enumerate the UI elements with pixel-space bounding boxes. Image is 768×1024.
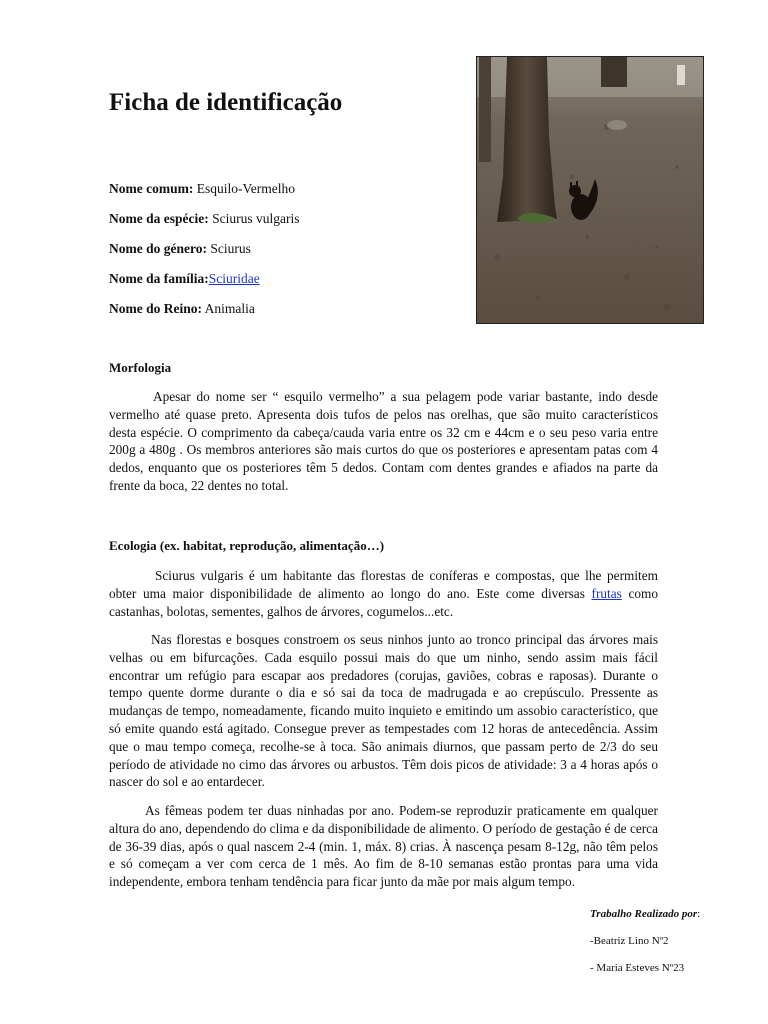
- morfologia-paragraph: Apesar do nome ser “ esquilo vermelho” a sua pelagem pode variar bastante, indo desde vermelho até quase preto. Apresenta dois tufos de pelos nas orelhas, que são muito característicos desta espécie. O comprimento da cabeça/cauda varia entre os 32 cm e 44cm e o seu peso varia entre 200g a 480g . Os membros anteriores são mais curtos do que os posteriores e apresentam patas com 4 dedos, enquanto que os posteriores têm 5 dedos. Contam com dentes grandes e afiados na parte da frente da boca, 22 dentes no total.: [109, 389, 658, 493]
- frutas-link[interactable]: frutas: [591, 585, 622, 601]
- ecologia-paragraph-2: Nas florestas e bosques constroem os seus ninhos junto ao tronco principal das árvores mais velhas ou em bifurcações. Cada esquilo possui mais do que um ninho, sendo assim mais fácil encontrar um refúgio para escapar aos predadores (corujas, gaviões, cobras e raposas). Durante o tempo quente dorme durante o dia e só sai da toca de madrugada e ao crepúsculo. Pressente as mudanças de tempo, nomeadamente, ficando muito inquieto e emitindo um assobio característico, que só emite quando está agitado. Consegue prever as tempestades com 12 horas de antecedência. Assim que o mau tempo começa, recolhe-se à toca. São animais diurnos, que passam perto de 2/3 do seu período de atividade no cimo das árvores ou arbustos. Têm dois picos de atividade: 3 a 4 horas após o nascer do sol e ao entardecer.: [109, 632, 658, 790]
- paragraph-text: Sciurus vulgaris é um habitante das florestas de coníferas e compostas, que lhe permitem obter uma maior disponibilidade de alimento ao longo do ano. Este come diversas: [109, 568, 658, 601]
- familia-link[interactable]: Sciuridae: [208, 271, 260, 286]
- field-label: Nome da família:: [109, 271, 209, 286]
- page-title: Ficha de identificação: [109, 89, 343, 116]
- credits-author-1: -Beatriz Lino Nº2: [590, 935, 669, 947]
- field-label: Nome da espécie:: [109, 211, 209, 226]
- field-nome-especie: [109, 210, 299, 228]
- ecologia-paragraph-3: As fêmeas podem ter duas ninhadas por ano. Podem-se reproduzir praticamente em qualquer altura do ano, dependendo do clima e da disponibilidade de alimento. O período de gestação é de cerca de 36-39 dias, após o qual nascem 2-4 (min. 1, máx. 8) crias. À nascença pesam 8-12g, não têm pelos e só começam a ver com cerca de 1 mês. Ao fim de 8-10 semanas estão prontas para uma vida independente, embora tenham tendência para ficar junto da mãe por mais algum tempo.: [109, 803, 658, 890]
- credits-heading-text: Trabalho Realizado por: [590, 908, 698, 920]
- field-nome-comum: [109, 180, 295, 198]
- field-nome-reino: [109, 300, 255, 318]
- credits-author-2: - Maria Esteves Nº23: [590, 962, 685, 974]
- field-value: Esquilo-Vermelho: [193, 181, 295, 196]
- field-value: Animalia: [202, 301, 255, 316]
- field-nome-genero: [109, 240, 251, 258]
- credits-colon: :: [697, 908, 701, 920]
- field-nome-familia: [109, 270, 260, 288]
- field-value: Sciurus: [206, 241, 251, 256]
- field-label: Nome comum:: [109, 181, 194, 196]
- paragraph-text: como castanhas, bolotas, sementes, galhos de árvores, cogumelos...etc.: [109, 585, 658, 619]
- field-value: Sciurus vulgaris: [208, 211, 300, 226]
- ecologia-heading: Ecologia (ex. habitat, reprodução, alimentação…): [109, 538, 385, 553]
- field-label: Nome do género:: [109, 241, 207, 256]
- credits-heading: [590, 907, 700, 921]
- morfologia-heading: Morfologia: [109, 360, 172, 375]
- ecologia-paragraph-1: [109, 567, 658, 620]
- field-label: Nome do Reino:: [109, 301, 202, 316]
- squirrel-photo: [476, 56, 704, 324]
